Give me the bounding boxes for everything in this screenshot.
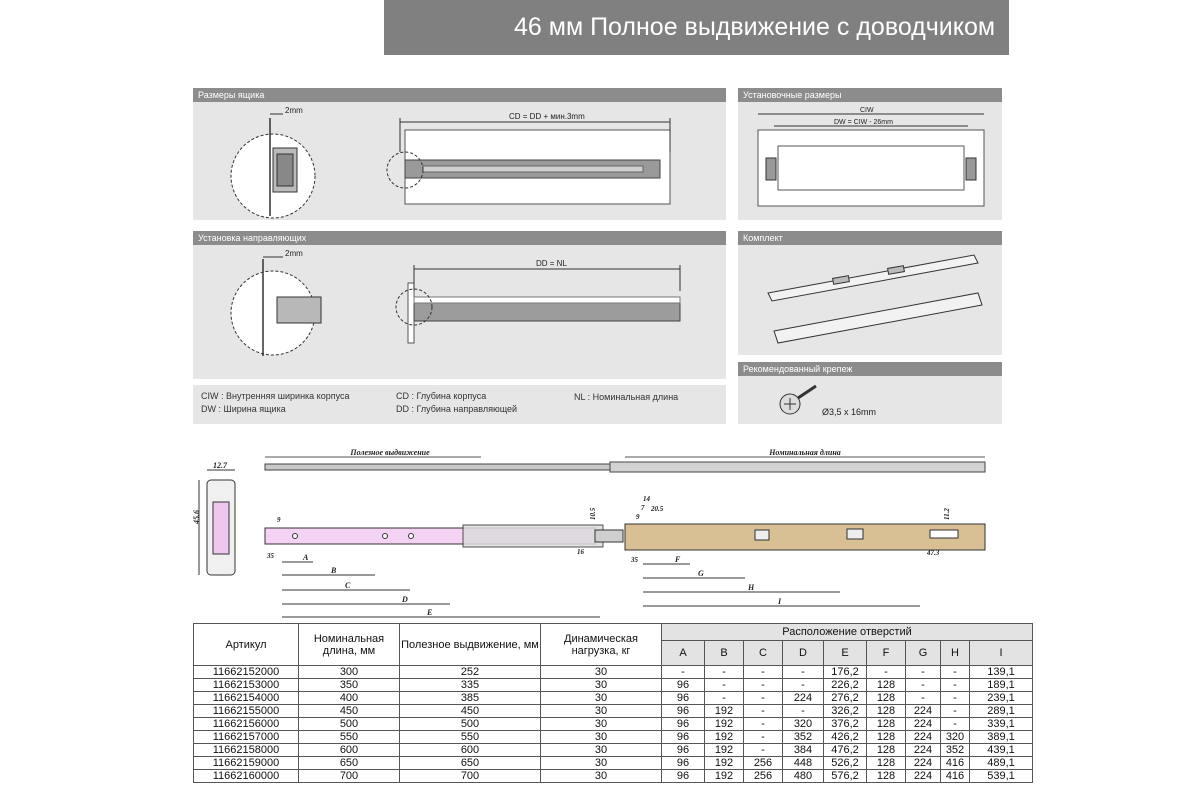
dim-7: 7 <box>641 504 645 512</box>
table-cell: 500 <box>400 718 541 731</box>
table-row <box>194 692 1033 705</box>
dim-letter-g: G <box>698 569 704 578</box>
table-cell: - <box>941 666 970 679</box>
legend-cd: CD : Глубина корпуса <box>396 391 487 401</box>
th-hole-i: I <box>970 641 1033 666</box>
technical-drawing <box>185 440 1005 625</box>
table-cell: 416 <box>941 757 970 770</box>
table-cell: - <box>941 692 970 705</box>
table-cell: - <box>744 679 783 692</box>
table-cell: - <box>705 692 744 705</box>
table-row <box>194 744 1033 757</box>
th-hole-f: F <box>867 641 906 666</box>
legend-nl: NL : Номинальная длина <box>574 392 679 402</box>
dd-label: DD = NL <box>536 259 567 268</box>
dim-letter-f: F <box>675 555 681 564</box>
panel-drawer-dims-title: Размеры ящика <box>193 88 726 102</box>
slide-rail-1 <box>768 255 978 301</box>
table-cell: 192 <box>705 705 744 718</box>
table-cell: 96 <box>662 718 705 731</box>
table-row <box>194 705 1033 718</box>
table-cell: 650 <box>299 757 400 770</box>
table-cell: - <box>744 666 783 679</box>
panel-slides-install-title: Установка направляющих <box>193 231 726 245</box>
table-cell: 426,2 <box>824 731 867 744</box>
table-cell: - <box>867 666 906 679</box>
th-nominal: Номинальная длина, мм <box>299 624 400 666</box>
table-row <box>194 718 1033 731</box>
table-cell: 350 <box>299 679 400 692</box>
table-cell: 139,1 <box>970 666 1033 679</box>
table-cell: 224 <box>783 692 824 705</box>
table-cell: 320 <box>941 731 970 744</box>
slide-profile-inner <box>277 154 293 186</box>
panel-kit-title: Комплект <box>738 231 1002 245</box>
table-cell: 96 <box>662 757 705 770</box>
table-cell: 30 <box>541 757 662 770</box>
table-cell: 128 <box>867 744 906 757</box>
table-cell: 11662155000 <box>194 705 299 718</box>
dw-label: DW = CIW - 26mm <box>834 119 893 126</box>
table-cell: 224 <box>906 731 941 744</box>
table-cell: 128 <box>867 692 906 705</box>
gap-label: 2mm <box>285 249 303 258</box>
table-cell: 11662154000 <box>194 692 299 705</box>
dim-letter-c: C <box>345 581 351 590</box>
dim-47-3: 47.3 <box>927 549 940 557</box>
table-cell: 30 <box>541 718 662 731</box>
table-cell: 11662153000 <box>194 679 299 692</box>
table-cell: 400 <box>299 692 400 705</box>
table-cell: 30 <box>541 705 662 718</box>
table-cell: - <box>906 666 941 679</box>
table-cell: 539,1 <box>970 770 1033 783</box>
slide-rail-2 <box>774 293 982 343</box>
useful-extension-label: Полезное выдвижение <box>350 448 430 457</box>
table-cell: 128 <box>867 731 906 744</box>
table-cell: 326,2 <box>824 705 867 718</box>
drawer-dims-drawing <box>193 88 726 220</box>
dim-12-7: 12.7 <box>213 461 227 470</box>
table-cell: 128 <box>867 705 906 718</box>
table-cell: 96 <box>662 744 705 757</box>
table-cell: 128 <box>867 757 906 770</box>
table-cell: 11662160000 <box>194 770 299 783</box>
table-cell: 384 <box>783 744 824 757</box>
cd-label: CD = DD + мин.3mm <box>509 112 585 121</box>
dim-20-5: 20.5 <box>651 505 664 513</box>
table-cell: 600 <box>400 744 541 757</box>
table-cell: 226,2 <box>824 679 867 692</box>
table-cell: 448 <box>783 757 824 770</box>
dim-letter-i: I <box>778 597 782 606</box>
th-hole-h: H <box>941 641 970 666</box>
th-article: Артикул <box>194 624 299 666</box>
dim-9: 9 <box>277 516 281 524</box>
table-cell: - <box>744 718 783 731</box>
table-cell: 192 <box>705 757 744 770</box>
slide-nominal-bar <box>610 462 985 472</box>
table-cell: 192 <box>705 744 744 757</box>
table-cell: 300 <box>299 666 400 679</box>
gap-label: 2mm <box>285 106 303 115</box>
table-cell: 96 <box>662 692 705 705</box>
table-cell: 192 <box>705 770 744 783</box>
table-cell: - <box>941 705 970 718</box>
table-cell: 352 <box>941 744 970 757</box>
th-load: Динамическая нагрузка, кг <box>541 624 662 666</box>
dim-letter-d: D <box>402 595 408 604</box>
table-cell: 450 <box>299 705 400 718</box>
table-cell: - <box>744 731 783 744</box>
kit-drawing <box>738 231 1002 355</box>
table-cell: 30 <box>541 770 662 783</box>
table-cell: - <box>705 666 744 679</box>
panel-drawer-dims <box>193 88 726 220</box>
table-cell: 550 <box>400 731 541 744</box>
table-cell: 128 <box>867 770 906 783</box>
table-row <box>194 679 1033 692</box>
table-cell: 576,2 <box>824 770 867 783</box>
table-cell: 376,2 <box>824 718 867 731</box>
panel-kit <box>738 231 1002 355</box>
table-cell: 96 <box>662 731 705 744</box>
table-cell: 239,1 <box>970 692 1033 705</box>
nominal-length-label: Номинальная длина <box>769 448 841 457</box>
legend-dd: DD : Глубина направляющей <box>396 404 518 414</box>
slide-side-view <box>414 303 680 321</box>
table-cell: 30 <box>541 692 662 705</box>
install-dims-drawing <box>738 88 1002 220</box>
dim-letter-h: H <box>748 583 755 592</box>
table-cell: 224 <box>906 718 941 731</box>
table-cell: 389,1 <box>970 731 1033 744</box>
th-useful: Полезное выдвижение, мм <box>400 624 541 666</box>
dim-letter-a: A <box>303 553 309 562</box>
table-cell: 128 <box>867 679 906 692</box>
table-cell: 11662158000 <box>194 744 299 757</box>
table-cell: 256 <box>744 770 783 783</box>
th-hole-c: C <box>744 641 783 666</box>
table-cell: - <box>783 666 824 679</box>
table-cell: 700 <box>400 770 541 783</box>
table-cell: - <box>783 705 824 718</box>
slide-extended-bar <box>265 464 610 470</box>
table-cell: 224 <box>906 744 941 757</box>
table-cell: 526,2 <box>824 757 867 770</box>
table-cell: 11662156000 <box>194 718 299 731</box>
table-cell: 335 <box>400 679 541 692</box>
table-cell: 30 <box>541 666 662 679</box>
dim-9b: 9 <box>636 513 640 521</box>
dim-35-right: 35 <box>631 556 638 564</box>
table-row <box>194 731 1033 744</box>
table-cell: - <box>906 679 941 692</box>
table-cell: 439,1 <box>970 744 1033 757</box>
slides-install-drawing <box>193 231 726 379</box>
dim-10-5: 10.5 <box>589 507 597 520</box>
table-cell: 500 <box>299 718 400 731</box>
table-cell: 480 <box>783 770 824 783</box>
table-cell: 224 <box>906 757 941 770</box>
slide-profile <box>277 297 321 323</box>
table-cell: 256 <box>744 757 783 770</box>
table-cell: 600 <box>299 744 400 757</box>
table-cell: 30 <box>541 731 662 744</box>
table-cell: - <box>941 679 970 692</box>
th-holes: Расположение отверстий <box>662 624 1033 641</box>
table-cell: 352 <box>783 731 824 744</box>
th-hole-g: G <box>906 641 941 666</box>
middle-member <box>463 525 603 547</box>
table-cell: 30 <box>541 744 662 757</box>
fastener-label: Ø3,5 x 16mm <box>822 407 877 417</box>
th-hole-e: E <box>824 641 867 666</box>
table-cell: 30 <box>541 679 662 692</box>
panel-fastener-title: Рекомендованный крепеж <box>738 362 1002 376</box>
table-cell: - <box>744 692 783 705</box>
table-cell: 650 <box>400 757 541 770</box>
table-row <box>194 770 1033 783</box>
table-cell: 192 <box>705 731 744 744</box>
table-cell: 252 <box>400 666 541 679</box>
table-cell: 11662152000 <box>194 666 299 679</box>
th-hole-d: D <box>783 641 824 666</box>
dim-45-6: 45.6 <box>192 510 201 524</box>
table-cell: 489,1 <box>970 757 1033 770</box>
table-cell: 176,2 <box>824 666 867 679</box>
table-cell: 700 <box>299 770 400 783</box>
spec-table <box>193 623 1033 783</box>
panel-install-dims-title: Установочные размеры <box>738 88 1002 102</box>
panel-install-dims <box>738 88 1002 220</box>
panel-fastener <box>738 362 1002 424</box>
table-cell: 96 <box>662 770 705 783</box>
table-cell: 450 <box>400 705 541 718</box>
th-hole-b: B <box>705 641 744 666</box>
table-cell: 96 <box>662 705 705 718</box>
table-cell: 289,1 <box>970 705 1033 718</box>
dim-16: 16 <box>577 548 584 556</box>
table-cell: 11662157000 <box>194 731 299 744</box>
table-cell: 192 <box>705 718 744 731</box>
dim-14: 14 <box>643 495 650 503</box>
table-cell: 339,1 <box>970 718 1033 731</box>
legend-dw: DW : Ширина ящика <box>201 404 286 414</box>
table-cell: 320 <box>783 718 824 731</box>
dim-letter-b: B <box>331 566 337 575</box>
legend-panel <box>193 385 726 424</box>
table-cell: 476,2 <box>824 744 867 757</box>
table-cell: 224 <box>906 705 941 718</box>
table-row <box>194 666 1033 679</box>
page-title-text: 46 мм Полное выдвижение с доводчиком <box>514 13 996 41</box>
table-cell: 11662159000 <box>194 757 299 770</box>
table-cell: 550 <box>299 731 400 744</box>
legend-ciw: CIW : Внутренняя ширинка корпуса <box>201 391 350 401</box>
table-cell: - <box>705 679 744 692</box>
table-cell: 276,2 <box>824 692 867 705</box>
dim-11-2: 11.2 <box>943 508 951 520</box>
table-cell: - <box>941 718 970 731</box>
table-cell: 96 <box>662 679 705 692</box>
table-cell: - <box>662 666 705 679</box>
table-cell: - <box>783 679 824 692</box>
table-cell: 189,1 <box>970 679 1033 692</box>
drawer-front-view <box>778 146 964 190</box>
table-cell: 416 <box>941 770 970 783</box>
ciw-label: CIW <box>860 107 874 114</box>
table-cell: 224 <box>906 770 941 783</box>
panel-slides-install <box>193 231 726 379</box>
table-cell: 128 <box>867 718 906 731</box>
table-cell: 385 <box>400 692 541 705</box>
th-hole-a: A <box>662 641 705 666</box>
page-title <box>384 0 1009 55</box>
spec-table-body <box>194 666 1033 783</box>
table-row <box>194 757 1033 770</box>
dim-35-left: 35 <box>267 552 274 560</box>
table-cell: - <box>744 744 783 757</box>
table-cell: - <box>744 705 783 718</box>
dim-letter-e: E <box>427 608 433 617</box>
table-cell: - <box>906 692 941 705</box>
